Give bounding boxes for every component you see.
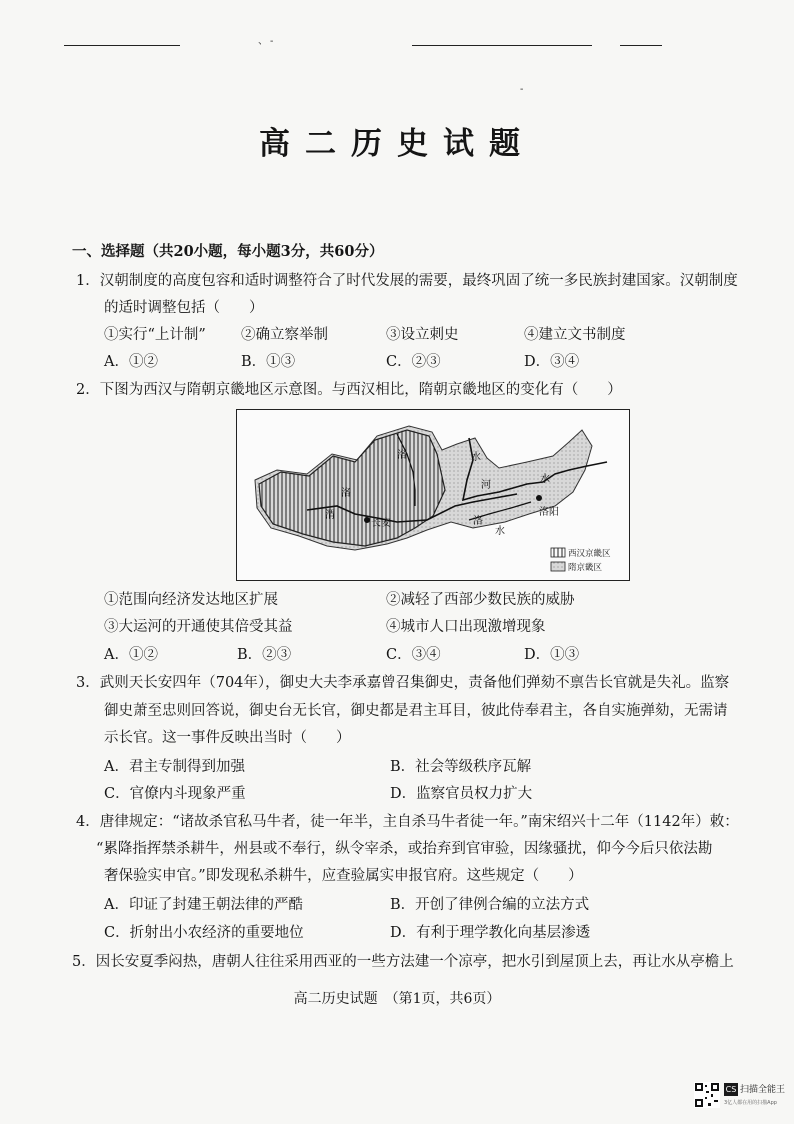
- q3-option-d[interactable]: D．监察官员权力扩大: [390, 786, 533, 802]
- legend-sui-label: 隋京畿区: [568, 563, 603, 573]
- map-label-luo3: 洛: [341, 488, 351, 499]
- q3-option-c[interactable]: C．官僚内斗现象严重: [104, 786, 246, 802]
- map-label-shui: 水: [471, 452, 481, 463]
- q2-item-2: ②减轻了西部少数民族的威胁: [386, 592, 575, 608]
- q1-item-4: ④建立文书制度: [524, 327, 626, 343]
- q3-stem-line3: 示长官。这一事件反映出当时（ ）: [104, 730, 351, 746]
- luoyang-marker: [536, 495, 542, 501]
- section-heading: 一、选择题（共20小题，每小题3分，共60分）: [72, 243, 384, 260]
- map-label-changan: 长安: [371, 518, 391, 529]
- capital-region-map: [236, 409, 630, 581]
- q1-option-c[interactable]: C．②③: [386, 354, 441, 370]
- legend-han-swatch: [551, 548, 565, 557]
- camscanner-tagline: 3亿人都在用的扫描App: [724, 1100, 777, 1106]
- map-label-luoyang: 洛阳: [539, 507, 559, 518]
- qr-code-icon: [694, 1082, 720, 1108]
- q3-option-a[interactable]: A．君主专制得到加强: [104, 759, 245, 775]
- q1-option-b[interactable]: B．①③: [241, 354, 296, 370]
- header-mark-right: -: [520, 84, 526, 95]
- q4-option-c[interactable]: C．折射出小农经济的重要地位: [104, 925, 304, 941]
- q4-option-d[interactable]: D．有利于理学教化向基层渗透: [390, 925, 591, 941]
- q1-item-2: ②确立察举制: [241, 327, 328, 343]
- legend-sui-swatch: [551, 562, 565, 571]
- q3-stem-line1: 3．武则天长安四年（704年），御史大夫李承嘉曾召集御史，责备他们弹劾不禀告长官就是失礼。监察: [76, 675, 730, 691]
- legend-han-label: 西汉京畿区: [568, 549, 611, 559]
- exam-title: 高二历史试题: [259, 126, 535, 162]
- q4-stem-line1: 4．唐律规定：“诸故杀官私马牛者，徒一年半，主自杀马牛者徒一年。”南宋绍兴十二年（1142年）敕：: [76, 814, 739, 830]
- q1-item-3: ③设立刺史: [386, 327, 459, 343]
- map-label-luo: 洛: [397, 450, 407, 461]
- q2-option-d[interactable]: D．①③: [524, 647, 580, 663]
- q3-option-b[interactable]: B．社会等级秩序瓦解: [390, 759, 532, 775]
- camscanner-name: 扫描全能王: [740, 1085, 786, 1095]
- q2-option-c[interactable]: C．③④: [386, 647, 441, 663]
- q5-stem-line1: 5．因长安夏季闷热，唐朝人往往采用西亚的一些方法建一个凉亭，把水引到屋顶上去，再让水从亭檐上: [72, 954, 734, 970]
- q2-option-a[interactable]: A．①②: [104, 647, 158, 663]
- q1-option-a[interactable]: A．①②: [104, 354, 158, 370]
- q4-stem-line3: 奢保验实申官。”即发现私杀耕牛，应查验属实申报官府。这些规定（ ）: [104, 868, 583, 884]
- header-blank-line-3: [620, 45, 662, 46]
- map-label-shui2: 水: [540, 474, 550, 485]
- header-blank-line-2: [412, 45, 592, 46]
- camscanner-logo-icon: CS: [725, 1085, 737, 1094]
- page-footer: 高二历史试题 （第1页，共6页）: [293, 991, 501, 1007]
- map-label-he: 河: [481, 480, 491, 491]
- q4-stem-line2: “累降指挥禁杀耕牛，州县或不奉行，纵令宰杀，或抬弃到官审验，因缘骚扰，仰今今后只依法勘: [96, 841, 713, 857]
- q2-option-b[interactable]: B．②③: [237, 647, 292, 663]
- q1-option-d[interactable]: D．③④: [524, 354, 580, 370]
- q1-stem-line2: 的适时调整包括（ ）: [104, 300, 264, 316]
- header-mark-left: 、-: [258, 36, 276, 47]
- changan-marker: [364, 517, 370, 523]
- q3-stem-line2: 御史萧至忠则回答说，御史台无长官，御史都是君主耳目，彼此侍奉君主，各自实施弹劾，无需请: [104, 703, 728, 719]
- map-label-wei: 渭: [325, 510, 335, 521]
- header-blank-line-1: [64, 45, 180, 46]
- map-label-luo2: 洛: [473, 516, 483, 527]
- q2-item-1: ①范围向经济发达地区扩展: [104, 592, 278, 608]
- q4-option-a[interactable]: A．印证了封建王朝法律的严酷: [104, 897, 303, 913]
- q1-stem-line1: 1．汉朝制度的高度包容和适时调整符合了时代发展的需要，最终巩固了统一多民族封建国家。汉朝制度: [76, 273, 738, 289]
- q1-item-1: ①实行“上计制”: [104, 327, 206, 343]
- q2-item-3: ③大运河的开通使其倍受其益: [104, 619, 293, 635]
- q2-item-4: ④城市人口出现激增现象: [386, 619, 546, 635]
- q2-stem-line1: 2．下图为西汉与隋朝京畿地区示意图。与西汉相比，隋朝京畿地区的变化有（ ）: [76, 382, 622, 398]
- q4-option-b[interactable]: B．开创了律例合编的立法方式: [390, 897, 590, 913]
- map-label-shui3: 水: [495, 526, 505, 537]
